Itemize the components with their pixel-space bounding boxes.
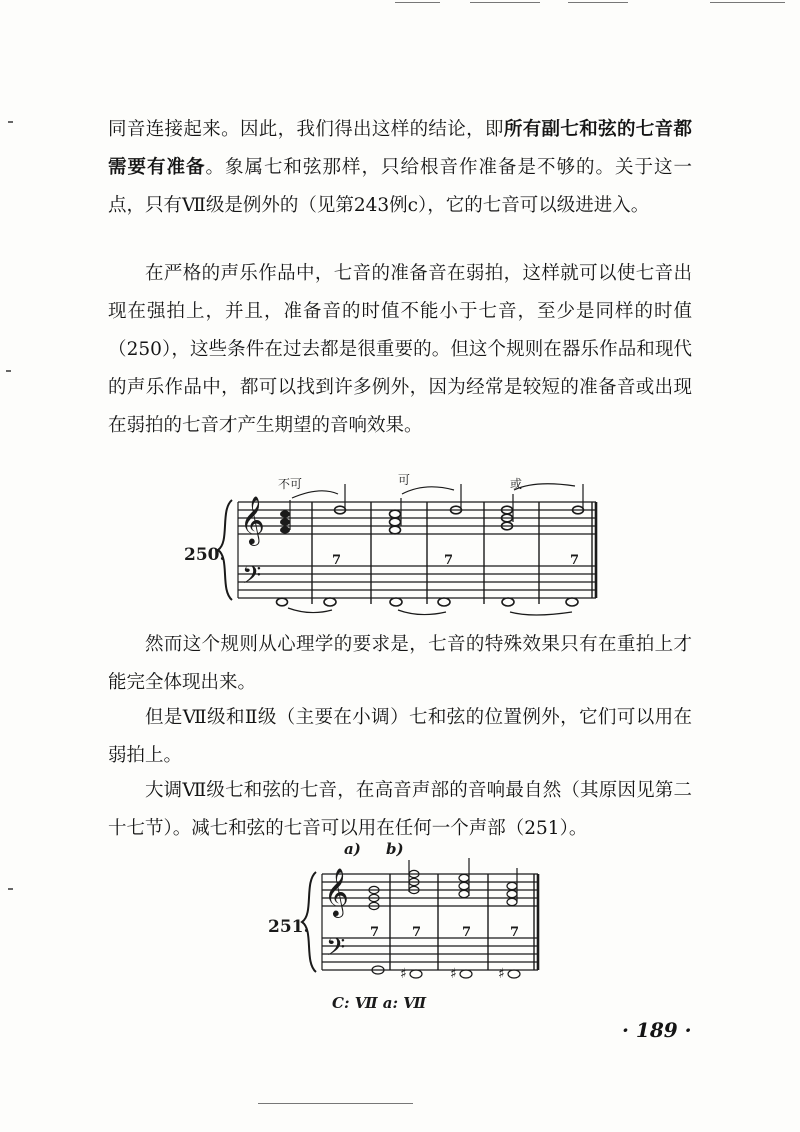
label-not-allowed: 不可 <box>278 477 303 491</box>
margin-tick <box>6 370 11 372</box>
paragraph-1 <box>108 111 692 225</box>
seventh-mark: 7 <box>444 553 454 568</box>
top-rule <box>395 2 440 3</box>
bottom-rule <box>258 1103 413 1104</box>
svg-text:𝄞: 𝄞 <box>324 867 349 916</box>
seventh-mark: 7 <box>570 553 580 568</box>
label-a: a) <box>344 840 361 858</box>
top-rule <box>710 2 785 3</box>
paragraph-2: 在严格的声乐作品中，七音的准备音在弱拍，这样就可以使七音出现在强拍上，并且，准备音的时值不能小于七音，至少是同样的时值（250），这些条件在过去都是很重要的。但这个规则在器乐作品和现代的声乐作品中，都可以找到许多例外，因为经常是较短的准备音或出现在弱拍的七音才产生期望的音响效果。 <box>108 263 692 436</box>
label-b: b) <box>386 840 404 858</box>
svg-text:♯: ♯ <box>400 966 407 982</box>
svg-text:𝄞: 𝄞 <box>240 495 265 544</box>
svg-text:♯: ♯ <box>450 966 457 982</box>
page-number: · 189 · <box>622 1018 692 1042</box>
paragraph-5: 大调Ⅶ级七和弦的七音，在高音声部的音响最自然（其原因见第二十七节）。减七和弦的七音可以用在任何一个声部（251）。 <box>108 780 692 839</box>
paragraph-3: 然而这个规则从心理学的要求是，七音的特殊效果只有在重拍上才能完全体现出来。 <box>108 634 692 693</box>
top-rule <box>470 2 540 3</box>
seventh-mark: 7 <box>370 925 380 940</box>
seventh-mark: 7 <box>510 925 520 940</box>
music-example-251 <box>262 838 562 1018</box>
seventh-mark: 7 <box>412 925 422 940</box>
label-allowed: 可 <box>398 473 411 487</box>
svg-text:𝄢: 𝄢 <box>326 933 346 968</box>
top-rule <box>568 2 628 3</box>
music-example-250 <box>180 470 620 620</box>
example-250-number: 250. <box>184 545 226 565</box>
margin-tick <box>8 121 13 123</box>
label-or: 或 <box>510 477 523 491</box>
seventh-mark: 7 <box>462 925 472 940</box>
margin-tick <box>8 888 13 890</box>
paragraph-1-pre: 同音连接起来。因此，我们得出这样的结论，即 <box>108 119 504 140</box>
paragraph-1-bold: 所有副七和弦的七音都需要有准备 <box>108 119 692 178</box>
roman-numeral-label: C: Ⅶ a: Ⅶ <box>332 994 427 1012</box>
seventh-mark: 7 <box>332 553 342 568</box>
svg-text:𝄢: 𝄢 <box>242 561 262 596</box>
paragraph-1-post: 。象属七和弦那样，只给根音作准备是不够的。关于这一点，只有Ⅶ级是例外的（见第243例c），它的七音可以级进进入。 <box>108 157 692 216</box>
svg-text:♯: ♯ <box>498 966 505 982</box>
example-251-number: 251. <box>268 917 310 937</box>
paragraph-4: 但是Ⅶ级和Ⅱ级（主要在小调）七和弦的位置例外，它们可以用在弱拍上。 <box>108 707 692 766</box>
